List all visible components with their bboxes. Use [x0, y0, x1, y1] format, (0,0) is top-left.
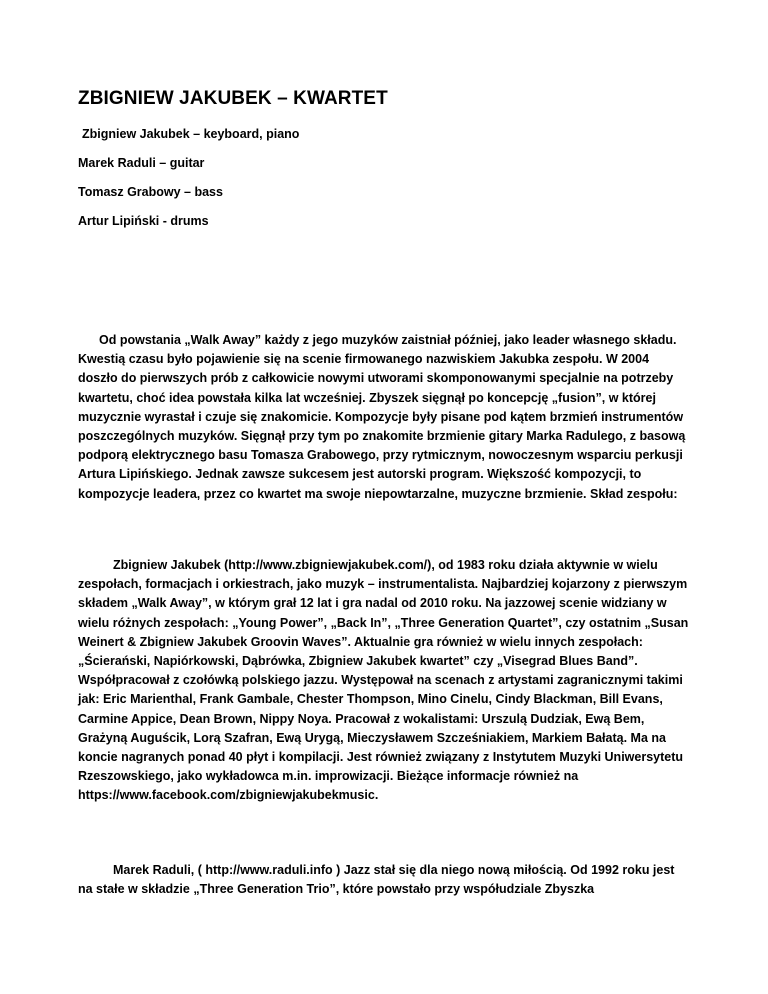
lineup-item-bass: Tomasz Grabowy – bass	[78, 185, 223, 199]
lineup-item-drums: Artur Lipiński - drums	[78, 214, 209, 228]
paragraph-marek-raduli-bio: Marek Raduli, ( http://www.raduli.info ) Jazz stał się dla niego nową miłością. Od 1992 roku jest na stałe w składzie „Three Generation Trio”, które powstało przy współudziale Zbyszka	[78, 863, 675, 897]
lineup-item-guitar: Marek Raduli – guitar	[78, 156, 205, 170]
band-lineup-list	[78, 127, 299, 243]
paragraph-band-history: Od powstania „Walk Away” każdy z jego muzyków zaistniał później, jako leader własnego składu. Kwestią czasu było pojawienie się na scenie firmowanego nazwiskiem Jakubka zespołu. W 2004 doszło do pierwszych prób z całkowicie nowymi utworami skomponowanymi specjalnie na potrzeby kwartetu, choć idea powstała kilka lat wcześniej. Zbyszek sięgnął po koncepcję „fusion”, w której muzycznie wyrastał i czuje się znakomicie. Kompozycje były pisane pod kątem brzmień instrumentów poszczególnych muzyków. Sięgnął przy tym po znakomite brzmienie gitary Marka Radulego, z basową podporą elektrycznego basu Tomasza Grabowego, przy rytmicznym, nowoczesnym wsparciu perkusji Artura Lipińskiego. Jednak zawsze sukcesem jest autorski program. Większość kompozycji, to kompozycje leadera, przez co kwartet ma swoje niepowtarzalne, muzyczne brzmienie. Skład zespołu:	[78, 333, 686, 501]
lineup-item-keyboard: Zbigniew Jakubek – keyboard, piano	[82, 127, 300, 141]
paragraph-zbigniew-jakubek-bio: Zbigniew Jakubek (http://www.zbigniewjakubek.com/), od 1983 roku działa aktywnie w wielu zespołach, formacjach i orkiestrach, jako muzyk – instrumentalista. Najbardziej kojarzony z pierwszym składem „Walk Away”, w którym grał 12 lat i gra nadal od 2010 roku. Na jazzowej scenie widziany w wielu różnych zespołach: „Young Power”, „Back In”, „Three Generation Quartet”, czy ostatnim „Susan Weinert & Zbigniew Jakubek Groovin Waves”. Aktualnie gra również w wielu innych zespołach: „Ścierański, Napiórkowski, Dąbrówka, Zbigniew Jakubek kwartet” czy „Visegrad Blues Band”. Współpracował z czołówką polskiego jazzu. Występował na scenach z artystami zagranicznymi takimi jak: Eric Marienthal, Frank Gambale, Chester Thompson, Mino Cinelu, Cindy Blackman, Bill Evans, Carmine Appice, Dean Brown, Nippy Noya. Pracował z wokalistami: Urszulą Dudziak, Ewą Bem, Grażyną Auguścik, Lorą Szafran, Ewą Urygą, Mieczysławem Szcześniakiem, Markiem Bałatą. Ma na koncie nagranych ponad 40 płyt i kompilacji. Jest również związany z Instytutem Muzyki Uniwersytetu Rzeszowskiego, jako wykładowca m.in. improwizacji. Bieżące informacje również na https://www.facebook.com/zbigniewjakubekmusic.	[78, 558, 689, 803]
document-title: ZBIGNIEW JAKUBEK – KWARTET	[78, 88, 388, 109]
